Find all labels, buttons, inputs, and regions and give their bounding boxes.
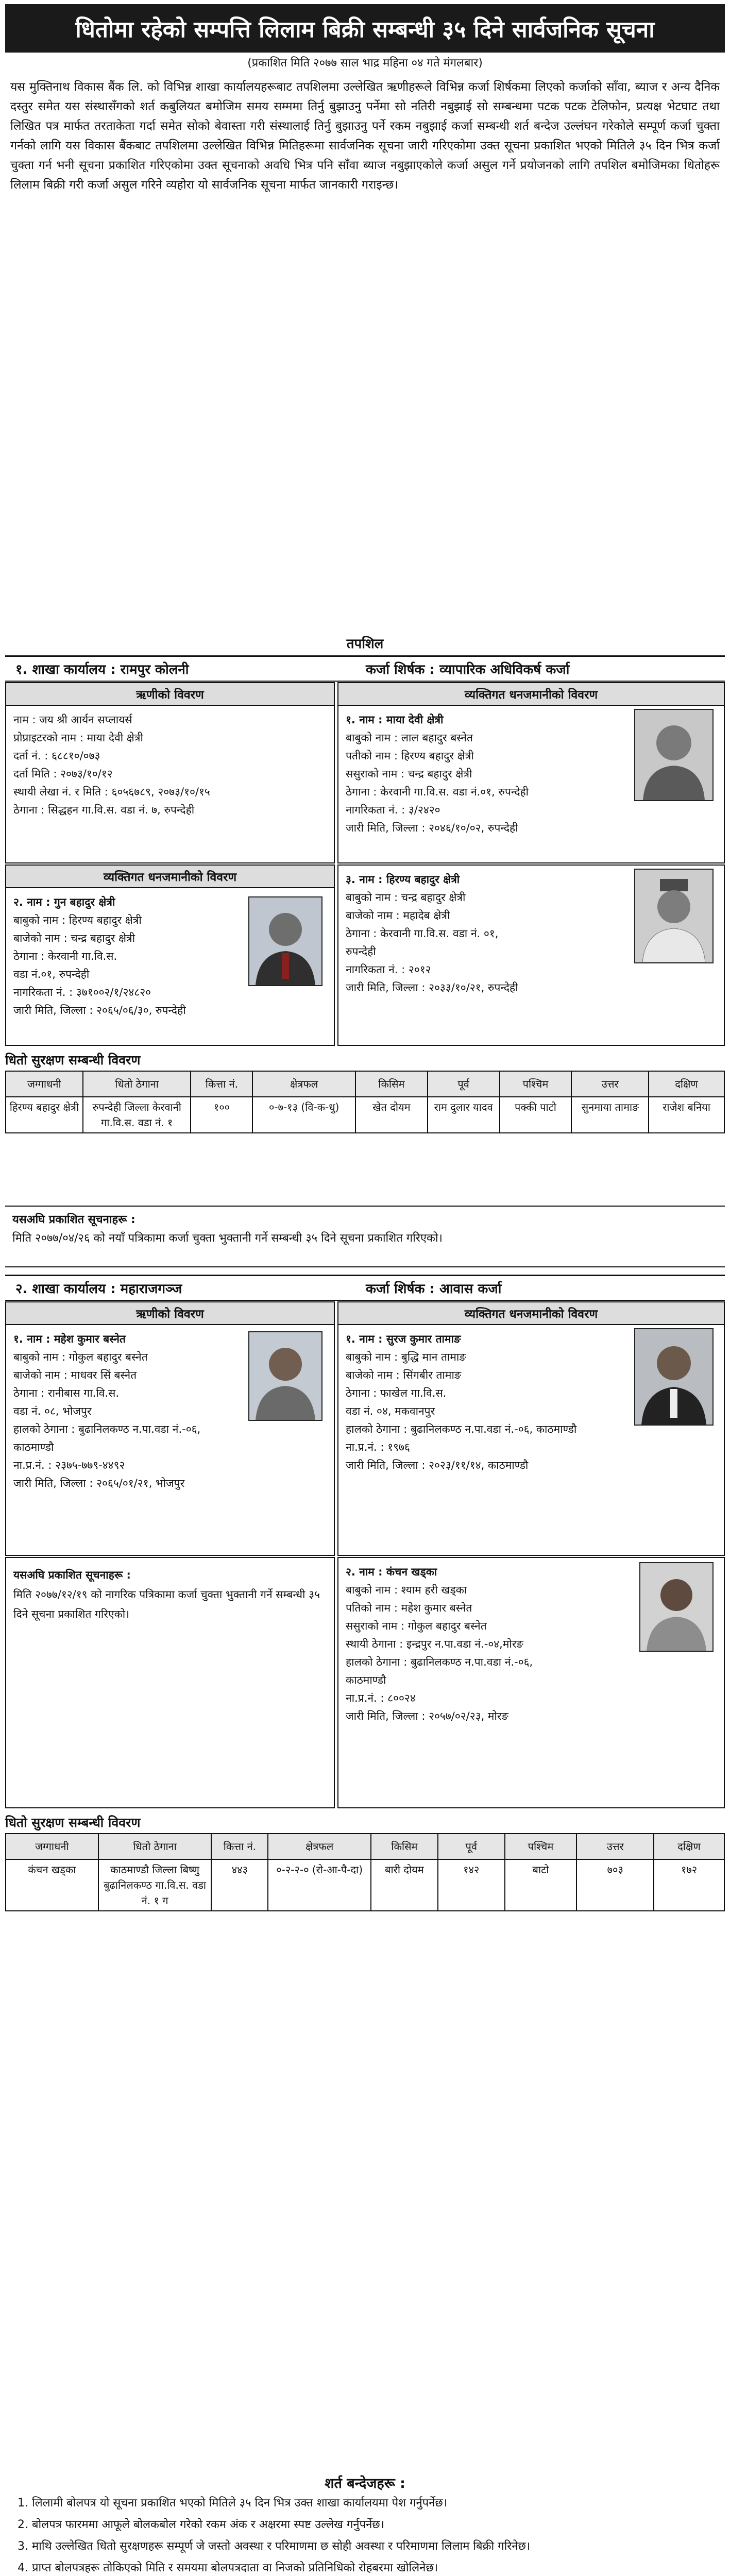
column-header: किसिम [371,1834,438,1859]
guarantor2-name: २. नाम : गुन बहादुर क्षेत्री [13,896,115,908]
borrower-photo [248,1331,322,1421]
table-header-row [6,1834,724,1859]
table-cell: पक्की पाटो [500,1097,572,1133]
tapashil-title: तपशिल [346,636,384,652]
detail-line: ठेगाना : केरवानी गा.वि.स. वडा नं.०१, रुपन्देही [346,786,529,798]
detail-line: जारी मिति, जिल्ला : २०५७/०२/२३, मोरङ [346,1710,508,1722]
column-header: दक्षिण [649,1071,724,1097]
detail-line: ठेगाना : फाखेल गा.वि.स. [346,1387,447,1399]
table-row [6,1097,724,1133]
column-header: पश्चिम [500,1071,572,1097]
detail-line: बाजेको नाम : सिंगबीर तामाङ [346,1369,462,1381]
detail-line: पतीको नाम : हिरण्य बहादुर क्षेत्री [346,750,474,762]
detail-line: हालको ठेगाना : बुढानिलकण्ठ न.पा.वडा नं.-०६, [346,1656,533,1668]
column-header: कित्ता नं. [191,1071,252,1097]
terms-item: 2. बोलपत्र फारममा आफूले बोलकबोल गरेको रकम अंक र अक्षरमा स्पष्ट उल्लेख गर्नुपर्नेछ। [32,2515,725,2535]
table-cell: १४२ [438,1859,505,1911]
table-cell: १७२ [654,1859,724,1911]
column-header: जग्गाधनी [6,1071,83,1097]
table-cell: खेत दोयम [355,1097,428,1133]
table-cell: राम दुलार यादव [428,1097,500,1133]
detail-line: पतिको नाम : महेश कुमार बस्नेत [346,1602,472,1614]
detail-line: ठेगाना : केरवानी गा.वि.स. [13,950,117,962]
detail-line: नागरिकता नं. : २०१२ [346,963,431,976]
guarantor2-photo [639,1562,714,1652]
column-header: उत्तर [571,1071,649,1097]
detail-line: वडा नं. ०८, भोजपुर [13,1405,92,1417]
guarantor3-photo [634,869,714,963]
column-header: पश्चिम [505,1834,577,1859]
detail-line: बाजेको नाम : माधवर सिं बस्नेत [13,1369,137,1381]
table-cell: रुपन्देही जिल्ला केरवानी गा.वि.स. वडा नं. १ [83,1097,191,1133]
borrower-heading: ऋणीको विवरण [6,683,334,706]
section1-borrower-box [5,682,335,863]
detail-line: ससुराको नाम : गोकुल बहादुर बस्नेत [346,1620,487,1632]
intro-paragraph: यस मुक्तिनाथ विकास बैंक लि. को विभिन्न शाखा कार्यालयहरूबाट तपशिलमा उल्लेखित ऋणीहरूले विभिन्न कर्जा शिर्षकमा लिएको कर्जाको साँवा, ब्याज र अन्य दैनिक दस्तुर समेत यस संस्थासँगको शर्त कबुलियत बमोजिम समय सम्ममा तिर्नु बुझाउनु पर्नेमा सो नतिरी नबुझाई सो सम्बन्धमा पटक पटक टेलिफोन, प्रत्यक्ष भेटघाट तथा लिखित पत्र मार्फत तरताकेता गर्दा समेत सोको बेवास्ता गरी संस्थालाई तिर्नु बुझाउनु पर्ने रकम नबुझाई कर्जा सम्बन्धी शर्त बन्देज उल्लंघन गरेकोले सम्पूर्ण कर्जा चुक्ता गर्नको लागि यस विकास बैंकबाट तपशिलमा उल्लेखित विभिन्न मितिहरूमा सार्वजनिक सूचना जारी गरिएकोमा उक्त सूचना प्रकाशित भएको मितिले ३५ दिन भित्र कर्जा चुक्ता गर्न भनी सूचना प्रकाशित गरिएकोमा उक्त सूचनाको अवधि भित्र पनि साँवा ब्याज नबुझाएकोले कर्जा असुल गर्ने प्रयोजनको लागि तपशिल बमोजिमका धितोहरू लिलाम बिक्री गरी कर्जा असुल गरिने व्यहोरा यो सार्वजनिक सूचना मार्फत जानकारी गराइन्छ। [10,80,720,192]
guarantor-heading: व्यक्तिगत धनजमानीको विवरण [338,1302,724,1325]
guarantor1-name: १. नाम : सुरज कुमार तामाङ [346,1333,461,1345]
column-header: धितो ठेगाना [98,1834,212,1859]
table-cell: बाटो [505,1859,577,1911]
detail-line: बाबुको नाम : हिरण्य बहादुर क्षेत्री [13,914,142,926]
borrower-details [6,706,334,824]
table-cell: १०० [191,1097,252,1133]
section1-collateral-table [5,1071,725,1133]
column-header: जग्गाधनी [6,1834,98,1859]
guarantor-heading: व्यक्तिगत धनजमानीको विवरण [338,683,724,706]
detail-line: बाजेको नाम : महादेब क्षेत्री [346,909,450,922]
table-cell: सुनमाया तामाङ [571,1097,649,1133]
detail-line: दर्ता नं. : ६८८१०/०७३ [13,750,100,762]
table-cell: हिरण्य बहादुर क्षेत्री [6,1097,83,1133]
table-cell: काठमाण्डौ जिल्ला बिष्णु बुढानिलकण्ठ गा.वि.स. वडा नं. १ ग [98,1859,212,1911]
section1-collateral-title: धितो सुरक्षण सम्बन्धी विवरण [5,1053,141,1067]
borrower-heading: ऋणीको विवरण [6,1302,334,1325]
detail-line: स्थायी लेखा नं. र मिति : ६०५६७८९, २०७३/१०/१५ [13,786,210,798]
section1-loan-type: कर्जा शिर्षक : व्यापारिक अधिविकर्ष कर्जा [366,662,570,677]
guarantor1-photo [634,1328,714,1426]
column-header: किसिम [355,1071,428,1097]
prior-notice-title: यसअघि प्रकाशित सूचनाहरू : [13,1569,131,1581]
detail-line: वडा नं.०१, रुपन्देही [13,968,90,980]
column-header: क्षेत्रफल [268,1834,371,1859]
section1-guarantor3-box [337,865,725,1046]
table-cell: कंचन खड्का [6,1859,98,1911]
terms-item: 3. माथि उल्लेखित धितो सुरक्षणहरू सम्पूर्ण जे जस्तो अवस्था र परिमाणमा छ सोही अवस्था र परिमाणमा लिलाम बिक्री गरिनेछ। [32,2537,725,2556]
detail-line: जारी मिति, जिल्ला : २०६५/०६/३०, रुपन्देही [13,1004,186,1016]
table-cell: ०-२-२-० (रो-आ-पै-दा) [268,1859,371,1911]
guarantor1-photo [634,709,714,801]
detail-line: प्रोप्राइटरको नाम : माया देवी क्षेत्री [13,732,143,744]
detail-line: जारी मिति, जिल्ला : २०६५/०१/२१, भोजपुर [13,1477,185,1489]
terms-title: शर्त बन्देजहरू : [325,2476,405,2492]
terms-item: 4. प्राप्त बोलपत्रहरू तोकिएको मिति र समयमा बोलपत्रदाता वा निजको प्रतिनिधिको रोहबरमा खोलिनेछ। [32,2558,725,2576]
guarantor3-name: ३. नाम : हिरण्य बहादुर क्षेत्री [346,873,460,886]
guarantor2-photo [248,896,322,986]
section2-borrower-box [5,1301,335,1556]
table-cell: ०-७-१३ (वि-क-धु) [252,1097,355,1133]
column-header: कित्ता नं. [211,1834,268,1859]
section2-header [5,1275,725,1301]
prior-notice-text: मिति २०७७/१२/१९ को नागरिक पत्रिकामा कर्जा चुक्ता भुक्तानी गर्ने सम्बन्धी ३५ दिने सूचना प्रकाशित गरिएको। [13,1588,320,1620]
detail-line: ठेगाना : रानीबास गा.वि.स. [13,1387,120,1399]
guarantor1-name: १. नाम : माया देवी क्षेत्री [346,714,444,726]
detail-line: हालको ठेगाना : बुढानिलकण्ठ न.पा.वडा नं.-०६, [13,1423,201,1435]
column-header: धितो ठेगाना [83,1071,191,1097]
table-cell: ७०३ [576,1859,654,1911]
detail-line: ठेगाना : सिद्धहन गा.वि.स. वडा नं. ७, रुपन्देही [13,804,195,816]
detail-line: रुपन्देही [346,945,376,958]
detail-line: बाबुको नाम : लाल बहादुर बस्नेत [346,732,473,744]
detail-line: बाबुको नाम : श्याम हरी खड्का [346,1584,467,1596]
detail-line: वडा नं. ०४, मकवानपुर [346,1405,435,1417]
table-cell: ४४३ [211,1859,268,1911]
detail-line: स्थायी ठेगाना : इन्द्रपुर न.पा.वडा नं.-०४,मोरङ [346,1638,523,1650]
guarantor-heading: व्यक्तिगत धनजमानीको विवरण [6,866,334,888]
section2-guarantor2-box [337,1557,725,1808]
section1-prior-notice [5,1206,725,1267]
detail-line: ना.प्र.नं. : २३७५-७७९-४४९२ [13,1459,125,1471]
terms-item: 1. लिलामी बोलपत्र यो सूचना प्रकाशित भएको मितिले ३५ दिन भित्र उक्त शाखा कार्यालयमा पेश गर्नुपर्नेछ। [32,2494,725,2513]
detail-line: हालको ठेगाना : बुढानिलकण्ठ न.पा.वडा नं.-०६, काठमाण्डौ [346,1423,577,1435]
table-cell: बारी दोयम [371,1859,438,1911]
detail-line: ससुराको नाम : चन्द्र बहादुर क्षेत्री [346,768,472,780]
detail-line: काठमाण्डौ [13,1441,54,1453]
table-header-row [6,1071,724,1097]
column-header: क्षेत्रफल [252,1071,355,1097]
section2-collateral-table [5,1833,725,1911]
detail-line: जारी मिति, जिल्ला : २०३३/१०/२१, रुपन्देही [346,981,518,994]
section1-header [5,655,725,682]
detail-line: जारी मिति, जिल्ला : २०२३/११/१४, काठमाण्डौ [346,1459,529,1471]
detail-line: बाबुको नाम : बुद्धि मान तामाङ [346,1351,466,1363]
detail-line: काठमाण्डौ [346,1674,386,1686]
section1-guarantor1-box [337,682,725,863]
detail-line: नाम : जय श्री आर्यन सप्लायर्स [13,714,132,726]
section2-branch: २. शाखा कार्यालय : महाराजगञ्ज [15,1281,182,1297]
detail-line: ठेगाना : केरवानी गा.वि.स. वडा नं. ०१, [346,927,499,940]
section2-loan-type: कर्जा शिर्षक : आवास कर्जा [366,1281,502,1297]
section1-guarantor2-box [5,865,335,1046]
detail-line: बाबुको नाम : गोकुल बहादुर बस्नेत [13,1351,148,1363]
column-header: पूर्व [428,1071,500,1097]
prior-notice-title: यसअघि प्रकाशित सूचनाहरू : [12,1213,135,1226]
notice-title: धितोमा रहेको सम्पत्ति लिलाम बिक्री सम्बन्धी ३५ दिने सार्वजनिक सूचना [5,4,725,53]
detail-line: नागरिकता नं. : ३/२४२० [346,804,440,816]
section1-branch: १. शाखा कार्यालय : रामपुर कोलनी [15,662,189,677]
detail-line: नागरिकता नं. : ३७१००२/१/२४८२० [13,986,151,998]
section2-guarantor1-box [337,1301,725,1556]
column-header: दक्षिण [654,1834,724,1859]
table-row [6,1859,724,1911]
section2-collateral-title: धितो सुरक्षण सम्बन्धी विवरण [5,1815,141,1830]
notice-subtitle: (प्रकाशित मिति २०७७ साल भाद्र महिना ०४ गते मंगलबार) [247,57,483,70]
intro-text [10,77,720,405]
column-header: उत्तर [576,1834,654,1859]
detail-line: ना.प्र.नं. : ८००२४ [346,1692,416,1704]
column-header: पूर्व [438,1834,505,1859]
detail-line: जारी मिति, जिल्ला : २०४६/१०/०२, रुपन्देही [346,822,518,834]
borrower-name: १. नाम : महेश कुमार बस्नेत [13,1333,126,1345]
detail-line: बाबुको नाम : चन्द्र बहादुर क्षेत्री [346,891,466,904]
section2-prior-notice-box [5,1557,335,1808]
guarantor2-name: २. नाम : कंचन खड्का [346,1566,437,1578]
table-cell: राजेश बनिया [649,1097,724,1133]
prior-notice-text: मिति २०७७/०४/२६ को नयाँ पत्रिकामा कर्जा चुक्ता भुक्तानी गर्ने सम्बन्धी ३५ दिने सूचना प्रकाशित गरिएको। [12,1232,443,1245]
detail-line: बाजेको नाम : चन्द्र बहादुर क्षेत्री [13,932,135,944]
detail-line: दर्ता मिति : २०७३/१०/१२ [13,768,113,780]
terms-list [5,2494,725,2576]
detail-line: ना.प्र.नं. : १९७६ [346,1441,410,1453]
